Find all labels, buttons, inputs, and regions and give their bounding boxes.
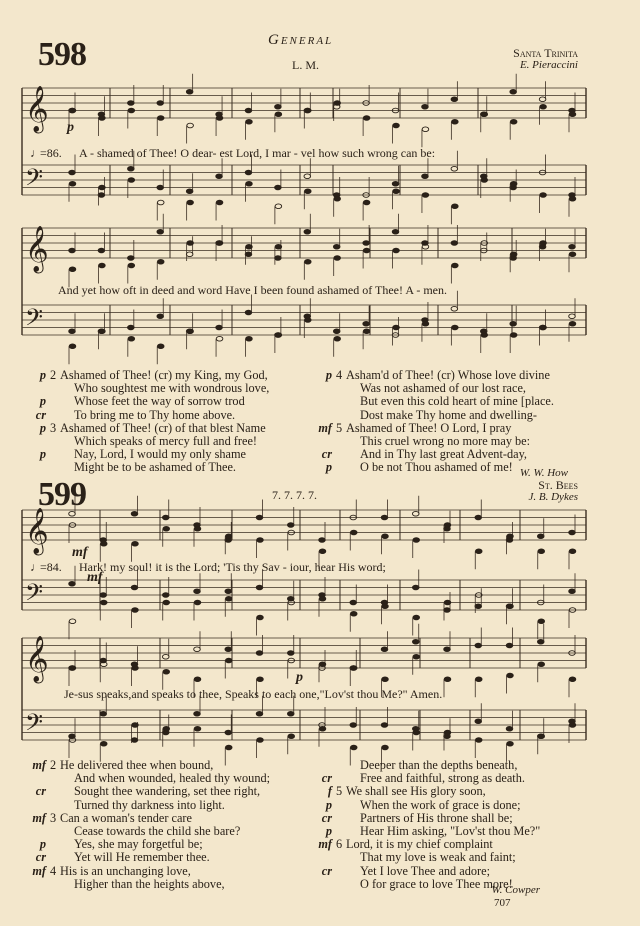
hymn-598-lyric-line-1: A - shamed of Thee! O dear- est Lord, I mar - vel how such wrong can be: — [79, 146, 436, 160]
hymn-599-dynamic-start: mf — [72, 545, 88, 560]
note-head — [256, 515, 263, 520]
note-head — [194, 726, 201, 731]
note-head — [382, 604, 389, 609]
note-head — [194, 600, 201, 605]
hymn-598-author: W. W. How — [519, 467, 568, 479]
verse-text: Higher than the heights above, — [74, 876, 225, 891]
note-head — [194, 526, 201, 531]
verse-text: Who soughtest me with wondrous love, — [74, 381, 270, 396]
verse-text: Hear Him asking, "Lov'st thou Me?" — [360, 823, 541, 838]
verse-dynamic: cr — [35, 407, 46, 422]
treble-clef-icon: 𝄞 — [25, 508, 49, 554]
verse-dynamic: p — [39, 447, 46, 462]
note-head — [569, 723, 576, 728]
note-head — [507, 741, 514, 746]
verse-dynamic: p — [325, 797, 332, 812]
verse-text: This cruel wrong no more may be: — [360, 433, 531, 448]
note-head — [475, 643, 482, 648]
note-head — [537, 534, 544, 539]
hymn-598-composer: E. Pieraccini — [519, 59, 578, 71]
hymn-599-verses-left — [20, 759, 270, 891]
note-head — [538, 549, 545, 554]
hymn-598-metronome-note-icon: ♩ — [30, 146, 42, 160]
verse-text: When the work of grace is done; — [360, 797, 521, 812]
note-head — [131, 585, 138, 590]
verse-text: Deeper than the depths beneath, — [360, 758, 518, 772]
verse-number: 4 — [336, 368, 343, 382]
verse-text: We shall see His glory soon, — [346, 784, 486, 799]
verse-line — [306, 865, 540, 878]
hymn-598-dynamic-start: p — [67, 120, 74, 135]
verse-line — [306, 851, 540, 864]
note-head — [256, 711, 263, 716]
verse-text: Nay, Lord, I would my only shame — [74, 447, 247, 462]
verse-line — [306, 812, 540, 825]
note-head — [287, 711, 294, 716]
verse-text: Partners of His throne shall be; — [360, 810, 513, 825]
note-head — [100, 600, 107, 605]
verse-dynamic: mf — [318, 837, 332, 852]
note-head — [288, 734, 295, 739]
verse-text: Yet will He remember thee. — [74, 850, 210, 865]
verse-dynamic: p — [325, 823, 332, 838]
hymn-599-lyric-line-2: Je-sus speaks,and speaks to thee, Speaks to each one,"Lov'st thou Me?" Amen. — [64, 687, 443, 701]
section-heading: General — [268, 32, 334, 48]
verse-dynamic: cr — [35, 850, 46, 865]
verse-text: Ashamed of Thee! O Lord, I pray — [346, 420, 512, 435]
note-head — [475, 719, 482, 724]
note-head — [382, 745, 389, 750]
hymn-599-author: W. Cowper — [491, 884, 540, 896]
note-head — [569, 530, 576, 535]
note-head — [132, 608, 139, 613]
verse-text: He delivered thee when bound, — [60, 758, 214, 772]
note-head — [350, 611, 357, 616]
note-head — [507, 673, 514, 678]
hymn-number-598: 598 — [38, 36, 86, 73]
note-head — [569, 549, 576, 554]
note-head — [225, 745, 232, 750]
verse-text: Yet I love Thee and adore; — [360, 863, 490, 878]
verse-dynamic: cr — [321, 771, 332, 786]
verse-text: Was not ashamed of our lost race, — [360, 381, 526, 396]
verse-text: Ashamed of Thee! (cr) of that blest Name — [60, 420, 266, 435]
note-head — [162, 515, 169, 520]
verse-line — [306, 799, 540, 812]
note-head — [444, 523, 451, 528]
verse-text: To bring me to Thy home above. — [74, 407, 236, 422]
note-head — [350, 723, 357, 728]
verse-number: 2 — [50, 758, 57, 772]
hymn-598-metronome: =86. — [40, 146, 62, 160]
hymn-599-meter: 7. 7. 7. 7. — [272, 488, 317, 502]
note-head — [413, 615, 420, 620]
note-head — [225, 534, 232, 539]
note-head — [413, 538, 420, 543]
verse-dynamic: mf — [32, 810, 46, 825]
verse-dynamic: p — [325, 368, 332, 382]
verse-text: Dost make Thy home and dwelling- — [360, 407, 538, 422]
hymn-598-tune: Santa Trinita — [513, 46, 578, 60]
hymn-599-verses-right — [306, 759, 540, 891]
note-head — [163, 726, 170, 731]
verse-text: But even this cold heart of mine [place. — [360, 394, 554, 409]
verse-text: O be not Thou ashamed of me! — [360, 460, 513, 475]
note-head — [194, 677, 201, 682]
hymn-599-tune: St. Bees — [538, 478, 578, 492]
note-head — [319, 538, 326, 543]
verse-dynamic: cr — [321, 810, 332, 825]
note-head — [257, 677, 264, 682]
verse-text: Free and faithful, strong as death. — [360, 771, 525, 786]
note-head — [444, 677, 451, 682]
page-number: 707 — [494, 897, 511, 909]
note-head — [412, 511, 419, 516]
note-head — [100, 711, 107, 716]
verse-dynamic: cr — [35, 784, 46, 799]
note-head — [69, 511, 76, 516]
verse-dynamic: p — [39, 837, 46, 852]
verse-dynamic: p — [39, 394, 46, 409]
note-head — [475, 549, 482, 554]
note-head — [163, 669, 170, 674]
verse-text: Can a woman's tender care — [60, 810, 192, 825]
hymn-599-dynamic-mid: p — [296, 670, 303, 685]
note-head — [475, 515, 482, 520]
note-head — [225, 730, 232, 735]
note-head — [350, 745, 357, 750]
verse-number: 6 — [336, 837, 343, 852]
verse-number: 5 — [336, 784, 343, 799]
note-head — [538, 662, 545, 667]
treble-clef-icon: 𝄞 — [25, 226, 49, 272]
verse-dynamic: mf — [318, 420, 332, 435]
verse-dynamic: p — [39, 368, 46, 382]
note-head — [100, 541, 107, 546]
note-head — [225, 658, 232, 663]
note-head — [162, 593, 169, 598]
note-head — [382, 677, 389, 682]
note-head — [194, 647, 201, 652]
note-head — [538, 734, 545, 739]
verse-dynamic: f — [327, 784, 332, 799]
hymn-598-lyric-line-2: And yet how oft in deed and word Have I been found ashamed of Thee! A - men. — [58, 283, 447, 297]
verse-text: That my love is weak and faint; — [360, 850, 516, 865]
note-head — [475, 738, 482, 743]
hymn-598-meter: L. M. — [292, 58, 319, 72]
note-head — [132, 723, 139, 728]
note-head — [569, 589, 576, 594]
verse-text: Turned thy darkness into light. — [74, 797, 225, 812]
note-head — [256, 651, 263, 656]
hymn-599-lyric-line-1: Hark! my soul! it is the Lord; 'Tis thy Sav - iour, hear His word; — [79, 560, 386, 574]
note-head — [381, 647, 388, 652]
note-head — [225, 589, 232, 594]
verse-text: Ashamed of Thee! (cr) my King, my God, — [60, 368, 268, 382]
verse-line — [20, 785, 270, 798]
verse-text: Cease towards the child she bare? — [74, 823, 241, 838]
note-head — [350, 600, 357, 605]
note-head — [319, 549, 326, 554]
note-head — [381, 723, 388, 728]
note-head — [475, 604, 482, 609]
verse-dynamic: p — [325, 460, 332, 475]
verse-number: 3 — [50, 810, 57, 825]
hymn-599-composer: J. B. Dykes — [528, 491, 578, 503]
verse-line — [20, 878, 270, 891]
verse-text: His is an unchanging love, — [60, 863, 191, 878]
verse-dynamic: cr — [321, 447, 332, 462]
verse-dynamic: cr — [321, 863, 332, 878]
note-head — [506, 643, 513, 648]
treble-clef-icon: 𝄞 — [25, 636, 49, 682]
hymn-599-metronome: =84. — [40, 560, 62, 574]
note-head — [413, 654, 420, 659]
verse-text: Sought thee wandering, set thee right, — [74, 784, 261, 799]
verse-text: Whose feet the way of sorrow trod — [74, 394, 245, 409]
verse-text: Asham'd of Thee! (cr) Whose love divine — [346, 368, 550, 382]
note-head — [412, 585, 419, 590]
note-head — [257, 538, 264, 543]
note-head — [350, 666, 357, 671]
note-head — [287, 523, 294, 528]
note-head — [506, 726, 513, 731]
bass-clef-icon: 𝄢 — [25, 163, 44, 197]
verse-number: 2 — [50, 368, 57, 382]
note-head — [256, 585, 263, 590]
note-head — [163, 526, 170, 531]
verse-number: 5 — [336, 420, 343, 435]
bass-clef-icon: 𝄢 — [25, 708, 44, 742]
bass-clef-icon: 𝄢 — [25, 303, 44, 337]
note-head — [162, 654, 169, 659]
note-head — [537, 639, 544, 644]
hymn-599-dynamic-bass: mf — [87, 570, 103, 585]
note-head — [287, 651, 294, 656]
verse-line — [306, 785, 540, 798]
note-head — [131, 738, 138, 743]
verse-text: Lord, it is my chief complaint — [346, 837, 493, 852]
note-head — [257, 738, 264, 743]
note-head — [319, 662, 326, 667]
note-head — [194, 589, 201, 594]
note-head — [569, 677, 576, 682]
verse-dynamic: p — [39, 420, 46, 435]
note-head — [163, 600, 170, 605]
hymn-599-metronome-note-icon: ♩ — [30, 560, 42, 574]
verse-dynamic: mf — [32, 758, 46, 772]
verse-text: O for grace to love Thee more! — [360, 876, 513, 891]
note-head — [257, 615, 264, 620]
note-head — [444, 730, 451, 735]
hymn-number-599: 599 — [38, 476, 86, 513]
note-head — [69, 666, 76, 671]
note-head — [412, 639, 419, 644]
verse-text: Which speaks of mercy full and free! — [74, 433, 258, 448]
note-head — [132, 541, 139, 546]
bass-clef-icon: 𝄢 — [25, 578, 44, 612]
treble-clef-icon: 𝄞 — [25, 86, 49, 132]
verse-text: Yes, she may forgetful be; — [74, 837, 203, 852]
note-head — [319, 596, 326, 601]
verse-number: 4 — [50, 863, 57, 878]
verse-line — [20, 865, 270, 878]
note-head — [413, 730, 420, 735]
note-head — [444, 600, 451, 605]
note-head — [131, 511, 138, 516]
note-head — [475, 677, 482, 682]
verse-dynamic: mf — [32, 863, 46, 878]
note-head — [100, 593, 107, 598]
verse-text: And in Thy last great Advent-day, — [360, 447, 527, 462]
note-head — [69, 581, 76, 586]
note-head — [132, 666, 139, 671]
note-head — [382, 534, 389, 539]
note-head — [381, 515, 388, 520]
note-head — [319, 726, 326, 731]
note-head — [225, 596, 232, 601]
verse-text: And when wounded, healed thy wound; — [74, 771, 271, 786]
note-head — [69, 619, 76, 624]
note-head — [100, 741, 107, 746]
verse-number: 3 — [50, 420, 57, 435]
note-head — [350, 530, 357, 535]
note-head — [225, 647, 232, 652]
verse-text: Might be to be ashamed of Thee. — [74, 460, 236, 475]
verse-line — [20, 812, 270, 825]
note-head — [444, 647, 451, 652]
note-head — [507, 534, 514, 539]
note-head — [538, 619, 545, 624]
note-head — [194, 711, 201, 716]
note-head — [444, 608, 451, 613]
